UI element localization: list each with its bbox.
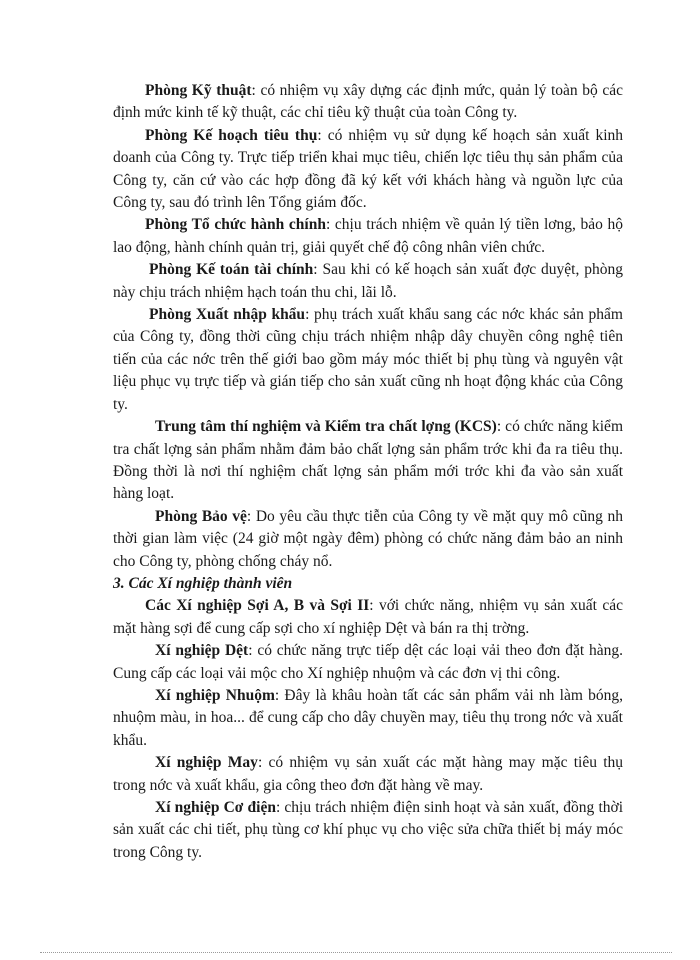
paragraph-lead: Xí nghiệp Nhuộm [155, 686, 275, 704]
paragraph-text: : Do yêu cầu thực tiễn của Công ty về mặt quy mô cũng nh thời gian làm việc (24 giờ một ngày đêm) phòng có chức năng đảm bảo an ninh cho Công ty, phòng chống cháy nổ. [113, 507, 623, 570]
paragraph-lead: Phòng Kế toán tài chính [149, 261, 314, 279]
page-bottom-border [40, 952, 672, 953]
paragraph-phong-ke-toan-tai-chinh [113, 259, 623, 304]
paragraph-text: : có chức năng trực tiếp dệt các loại vải theo đơn đặt hàng. Cung cấp các loại vải mộc cho Xí nghiệp nhuộm và các đơn vị thi công. [113, 642, 623, 682]
paragraph-xi-nghiep-may [113, 752, 623, 797]
paragraph-text: : có nhiệm vụ sử dụng kế hoạch sản xuất kinh doanh của Công ty. Trực tiếp triển khai mục tiêu, chiến lợc tiêu thụ sản phẩm của Công ty, căn cứ vào các hợp đồng đã ký kết với khách hàng và nguồn lực của Công ty, sau đó trình lên Tổng giám đốc. [113, 126, 624, 212]
paragraph-lead: Xí nghiệp May [155, 754, 258, 772]
paragraph-text: : có nhiệm vụ sản xuất các mặt hàng may mặc tiêu thụ trong nớc và xuất khẩu, gia công theo đơn đặt hàng về may. [113, 754, 623, 794]
paragraph-text: : chịu trách nhiệm về quản lý tiền lơng, bảo hộ lao động, hành chính quản trị, giải quyết chế độ công nhân viên chức. [113, 216, 624, 256]
paragraph-lead: Phòng Tổ chức hành chính [145, 216, 326, 234]
paragraph-phong-bao-ve [113, 506, 623, 573]
paragraph-text: : Sau khi có kế hoạch sản xuất đợc duyệt, phòng này chịu trách nhiệm hạch toán thu chi, lãi lỗ. [113, 261, 623, 301]
paragraph-lead: Các Xí nghiệp Sợi A, B và Sợi II [145, 597, 370, 615]
paragraph-xi-nghiep-det [113, 640, 623, 685]
paragraph-trung-tam-kcs [113, 416, 623, 506]
section-heading: 3. Các Xí nghiệp thành viên [113, 574, 293, 592]
paragraph-xi-nghiep-co-dien [113, 797, 623, 864]
paragraph-lead: Phòng Bảo vệ [155, 507, 247, 525]
paragraph-lead: Phòng Kế hoạch tiêu thụ [145, 126, 318, 144]
paragraph-xi-nghiep-soi [113, 595, 623, 640]
paragraph-lead: Xí nghiệp Cơ điện [155, 799, 276, 816]
paragraph-lead: Phòng Xuất nhập khẩu [149, 306, 306, 324]
paragraph-lead: Phòng Kỹ thuật [145, 82, 252, 99]
paragraph-phong-ky-thuat [113, 80, 623, 125]
paragraph-phong-ke-hoach-tieu-thu [113, 125, 623, 215]
paragraph-text: : Đây là khâu hoàn tất các sản phẩm vải nh làm bóng, nhuộm màu, in hoa... để cung cấp cho dây chuyền may, tiêu thụ trong nớc và xuất khẩu. [113, 686, 623, 749]
paragraph-lead: Trung tâm thí nghiệm và Kiểm tra chất lợng (KCS) [155, 418, 497, 436]
paragraph-phong-xuat-nhap-khau [113, 304, 623, 416]
paragraph-text: : chịu trách nhiệm điện sinh hoạt và sản xuất, đồng thời sản xuất các chi tiết, phụ tùng cơ khí phục vụ cho việc sửa chữa thiết bị máy móc trong Công ty. [113, 799, 623, 861]
paragraph-text: : với chức năng, nhiệm vụ sản xuất các mặt hàng sợi để cung cấp sợi cho xí nghiệp Dệt và bán ra thị trờng. [113, 597, 623, 637]
paragraph-text: : có chức năng kiểm tra chất lợng sản phẩm nhằm đảm bảo chất lợng sản phẩm trớc khi đa ra tiêu thụ. Đồng thời là nơi thí nghiệm chất lợng sản phẩm mới trớc khi đa vào sản xuất hàng loạt. [113, 418, 623, 503]
paragraph-lead: Xí nghiệp Dệt [155, 642, 249, 660]
document-page [113, 80, 623, 864]
paragraph-text: : có nhiệm vụ xây dựng các định mức, quản lý toàn bộ các định mức kinh tế kỹ thuật, các chỉ tiêu kỹ thuật của toàn Công ty. [113, 82, 623, 122]
paragraph-xi-nghiep-nhuom [113, 685, 623, 752]
paragraph-text: : phụ trách xuất khẩu sang các nớc khác sản phẩm của Công ty, đồng thời cũng chịu trách nhiệm nhập dây chuyền công nghệ tiên tiến của các nớc trên thế giới bao gồm máy móc thiết bị phụ tùng và nguyên vật liệu phục vụ trực tiếp và gián tiếp cho sản xuất cũng nh hoạt động khác của Công ty. [113, 306, 623, 413]
paragraph-phong-to-chuc-hanh-chinh [113, 214, 623, 259]
